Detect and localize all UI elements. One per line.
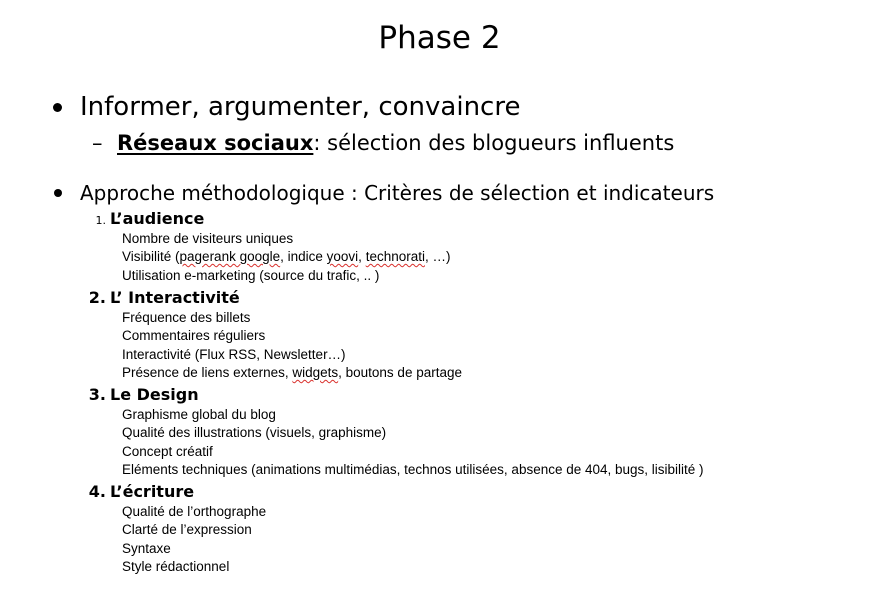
- reseaux-sociaux-emphasis: Réseaux sociaux: [117, 131, 314, 155]
- bullet-dot-icon: [54, 189, 62, 197]
- list-item: [122, 248, 450, 266]
- item-part: Visibilité (: [122, 249, 180, 264]
- section-heading-design: [80, 385, 199, 405]
- section-heading-audience: [80, 209, 204, 231]
- item-part: ,: [358, 249, 366, 264]
- list-item: Nombre de visiteurs uniques: [122, 231, 294, 246]
- sub-bullet-rest: : sélection des blogueurs influents: [313, 131, 675, 155]
- list-item: Qualité de l’orthographe: [122, 504, 267, 519]
- spellcheck-word: yoovi: [326, 249, 359, 264]
- list-item: [122, 364, 462, 382]
- section-heading-interactivite: [80, 288, 240, 308]
- section-number: 3.: [88, 385, 106, 404]
- section-number: 4.: [88, 482, 106, 501]
- list-item: Style rédactionnel: [122, 559, 230, 574]
- section-number: 2.: [88, 288, 106, 307]
- item-part: , boutons de partage: [338, 365, 462, 380]
- section-title: L’ Interactivité: [110, 288, 240, 307]
- item-part: , …): [424, 249, 451, 264]
- section-heading-ecriture: [80, 482, 194, 502]
- dash-marker: –: [92, 131, 103, 155]
- bullet-informer: Informer, argumenter, convaincre: [80, 92, 521, 122]
- list-item: Commentaires réguliers: [122, 328, 266, 343]
- list-item: Fréquence des billets: [122, 310, 251, 325]
- section-title: L’audience: [110, 209, 205, 228]
- spellcheck-word: widgets: [292, 365, 339, 380]
- list-item: Clarté de l’expression: [122, 522, 252, 537]
- list-item: Interactivité (Flux RSS, Newsletter…): [122, 347, 346, 362]
- sub-bullet-reseaux-sociaux: [92, 128, 674, 158]
- list-item: Graphisme global du blog: [122, 407, 276, 422]
- section-number: 1.: [95, 214, 106, 227]
- section-title: Le Design: [110, 385, 199, 404]
- list-item: Qualité des illustrations (visuels, graphisme): [122, 425, 387, 440]
- item-part: , indice: [280, 249, 327, 264]
- spellcheck-word: technorati: [365, 249, 425, 264]
- item-part: Présence de liens externes,: [122, 365, 293, 380]
- list-item: Eléments techniques (animations multimédias, technos utilisées, absence de 404, bugs, lisibilité ): [122, 462, 704, 477]
- section-title: L’écriture: [110, 482, 195, 501]
- list-item: Syntaxe: [122, 541, 171, 556]
- bullet-dot-icon: [53, 103, 62, 112]
- slide-title: Phase 2: [378, 20, 501, 56]
- list-item: Concept créatif: [122, 444, 213, 459]
- spellcheck-word: pagerank google: [179, 249, 281, 264]
- list-item: Utilisation e-marketing (source du trafic, .. ): [122, 268, 380, 283]
- bullet-approche: Approche méthodologique : Critères de sélection et indicateurs: [80, 181, 715, 205]
